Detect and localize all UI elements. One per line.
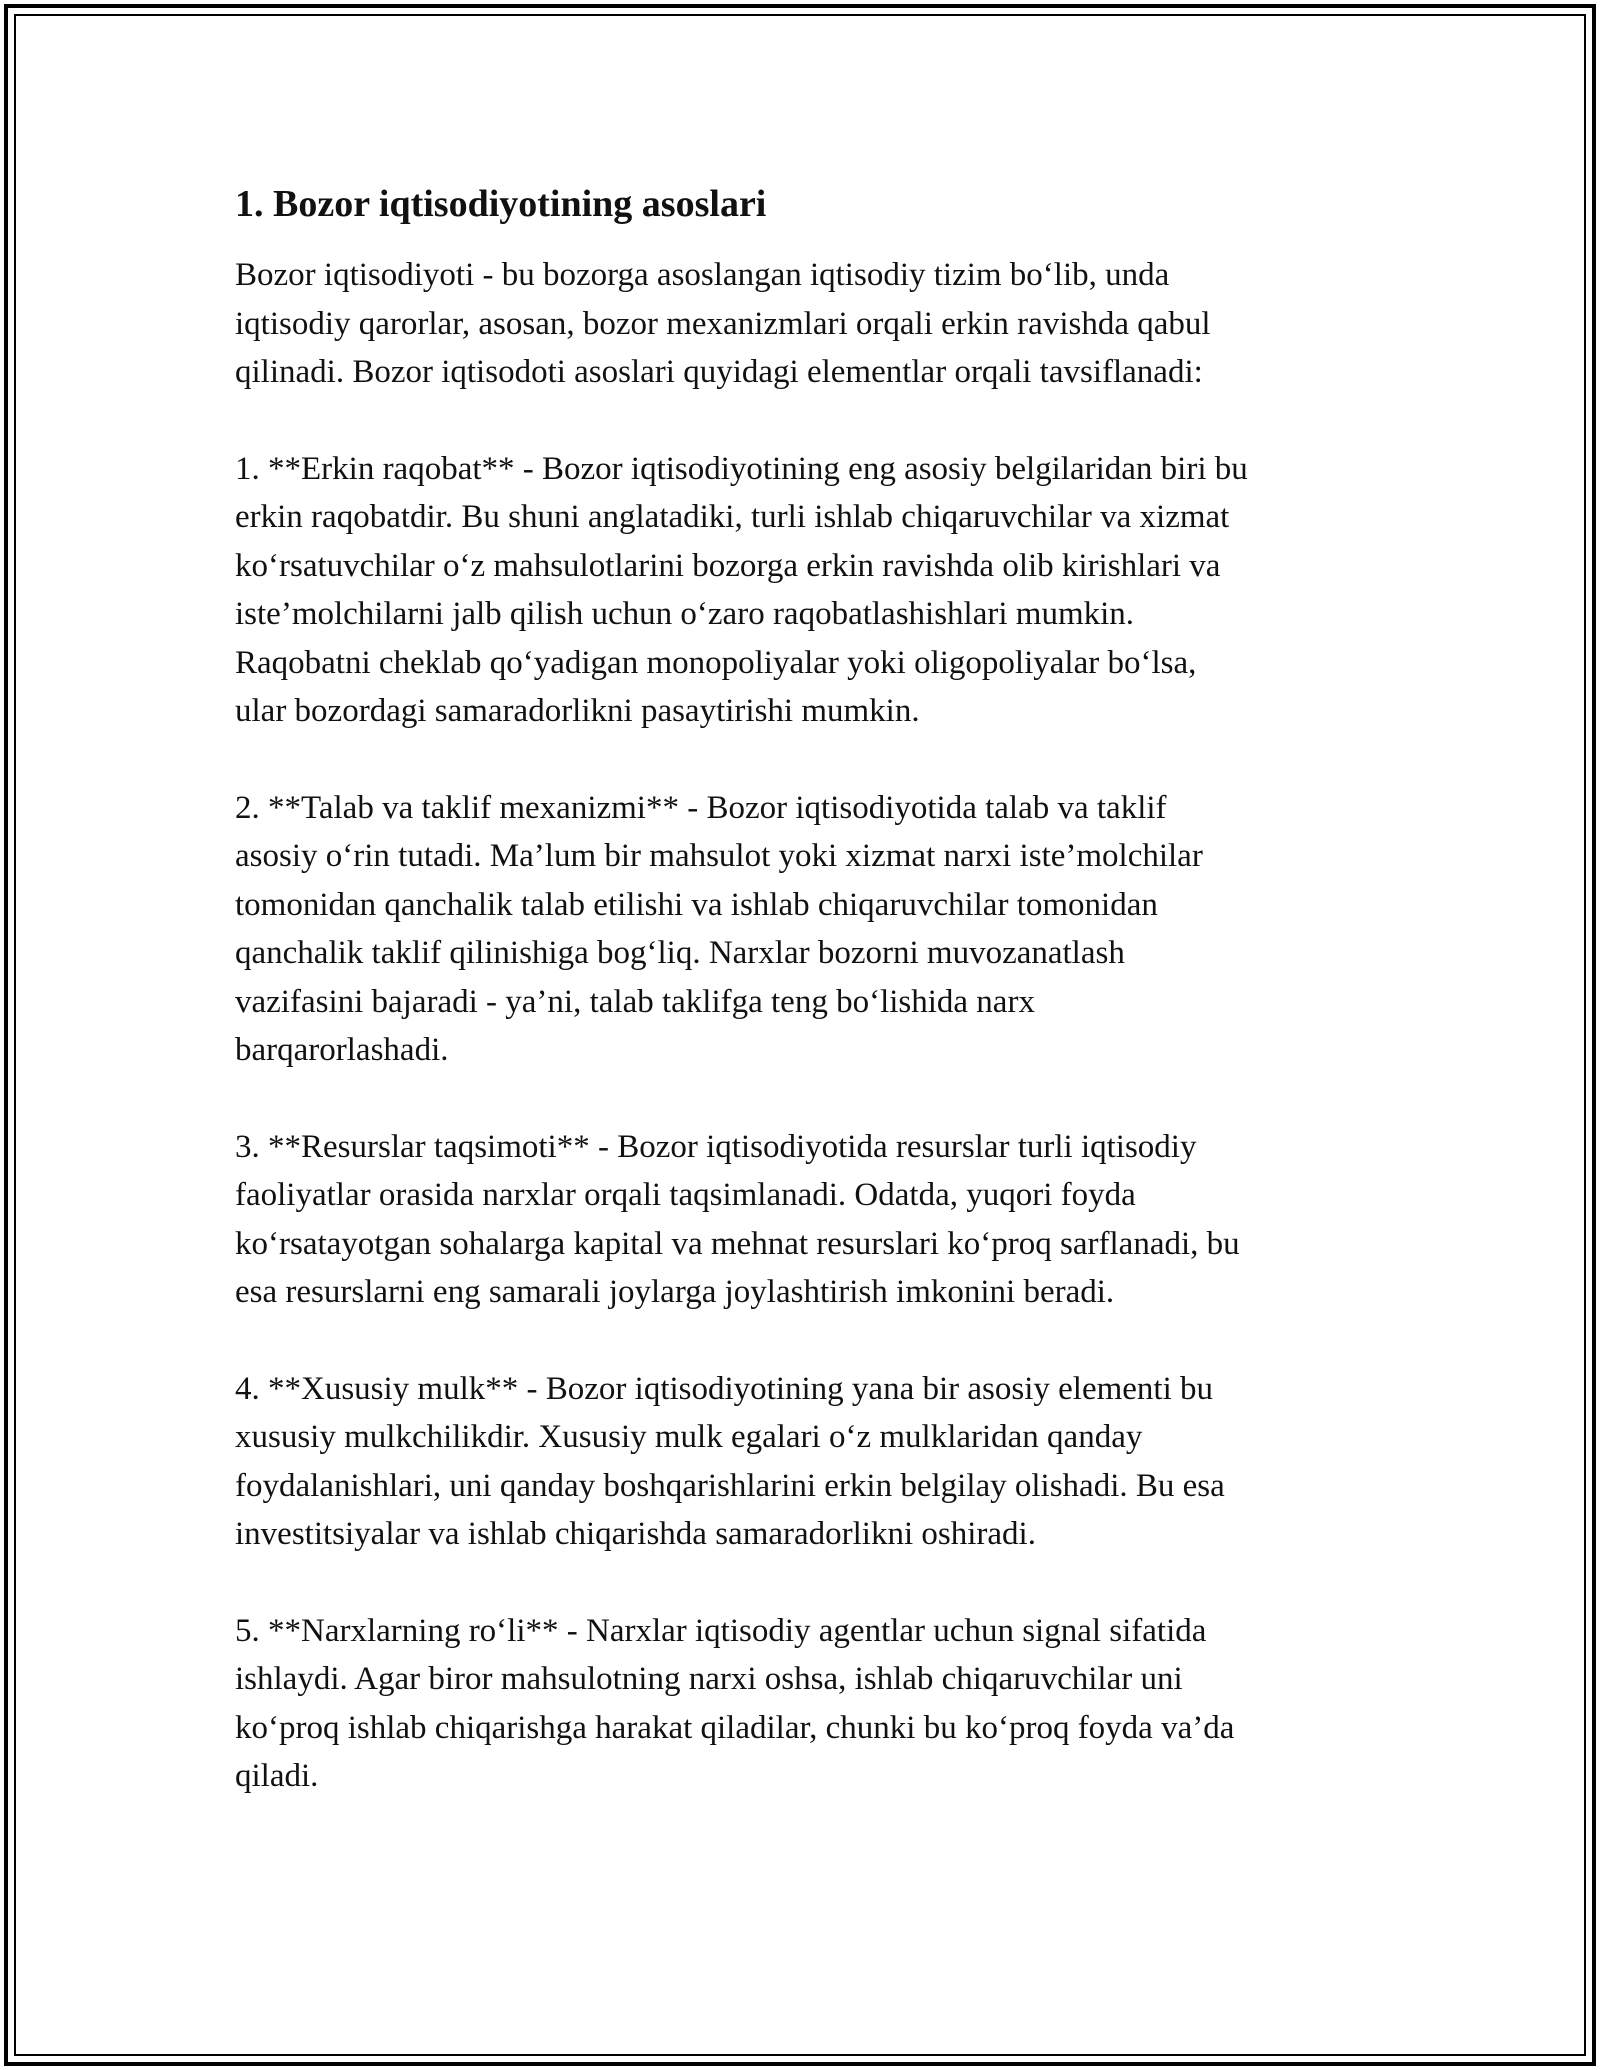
document-title: 1. Bozor iqtisodiyotining asoslari <box>235 183 767 225</box>
item-private-property: 4. **Xususiy mulk** - Bozor iqtisodiyotining yana bir asosiy elementi bu xususiy mulkchilikdir. Xususiy mulk egalari o‘z mulklaridan qanday foydalanishlari, uni qanday boshqarishlarini erkin belgilay olishadi. Bu esa investitsiyalar va ishlab chiqarishda samaradorlikni oshiradi. <box>235 1370 1225 1553</box>
item-free-competition: 1. **Erkin raqobat** - Bozor iqtisodiyotining eng asosiy belgilaridan biri bu erkin raqobatdir. Bu shuni anglatadiki, turli ishlab chiqaruvchilar va xizmat ko‘rsatuvchilar o‘z mahsulotlarini bozorga erkin ravishda olib kirishlari va iste’molchilarni jalb qilish uchun o‘zaro raqobatlashishlari mumkin. Raqobatni cheklab qo‘yadigan monopoliyalar yoki oligopoliyalar bo‘lsa, ular bozordagi samaradorlikni pasaytirishi mumkin. <box>235 450 1248 730</box>
intro-paragraph: Bozor iqtisodiyoti - bu bozorga asoslangan iqtisodiy tizim bo‘lib, unda iqtisodiy qarorlar, asosan, bozor mexanizmlari orqali erkin ravishda qabul qilinadi. Bozor iqtisodoti asoslari quyidagi elementlar orqali tavsiflanadi: <box>235 257 1211 391</box>
item-role-of-prices: 5. **Narxlarning ro‘li** - Narxlar iqtisodiy agentlar uchun signal sifatida ishlaydi. Agar biror mahsulotning narxi oshsa, ishlab chiqaruvchilar uni ko‘proq ishlab chiqarishga harakat qiladilar, chunki bu ko‘proq foyda va’da qiladi. <box>235 1612 1235 1795</box>
item-resource-allocation: 3. **Resurslar taqsimoti** - Bozor iqtisodiyotida resurslar turli iqtisodiy faoliyatlar orasida narxlar orqali taqsimlanadi. Odatda, yuqori foyda ko‘rsatayotgan sohalarga kapital va mehnat resurslari ko‘proq sarflanadi, bu esa resurslarni eng samarali joylarga joylashtirish imkonini beradi. <box>235 1128 1240 1311</box>
document-body <box>235 180 1370 1849</box>
item-supply-demand: 2. **Talab va taklif mexanizmi** - Bozor iqtisodiyotida talab va taklif asosiy o‘rin tutadi. Ma’lum bir mahsulot yoki xizmat narxi iste’molchilar tomonidan qanchalik talab etilishi va ishlab chiqaruvchilar tomonidan qanchalik taklif qilinishiga bog‘liq. Narxlar bozorni muvozanatlash vazifasini bajaradi - ya’ni, talab taklifga teng bo‘lishida narx barqarorlashadi. <box>235 789 1203 1069</box>
